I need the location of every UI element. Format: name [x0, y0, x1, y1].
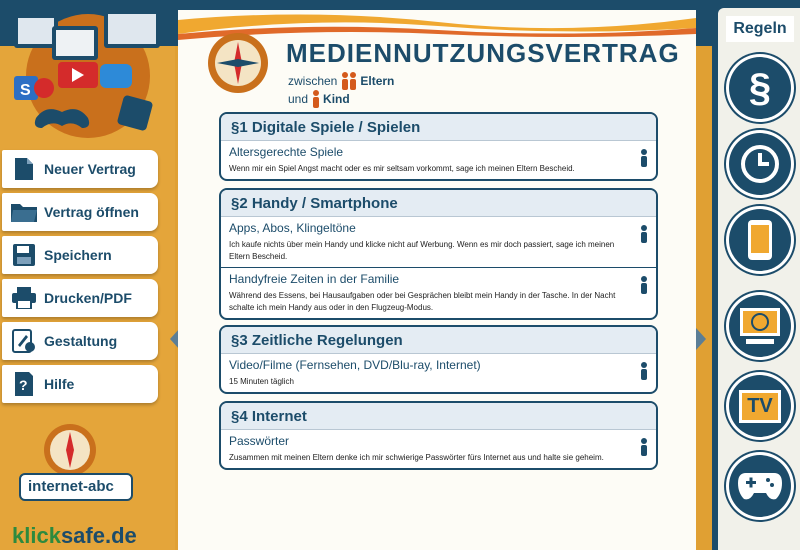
compass-icon [207, 32, 269, 94]
person-icon[interactable] [640, 149, 648, 167]
person-icon[interactable] [640, 362, 648, 380]
svg-text:S: S [20, 82, 31, 99]
smartphone-icon [729, 209, 791, 271]
rule-category-tv[interactable] [724, 370, 796, 442]
section-heading: §4 Internet [221, 403, 656, 430]
section-2 [219, 188, 658, 320]
contract-document [178, 10, 696, 550]
media-logo-icon [8, 6, 168, 141]
design-button[interactable] [2, 322, 158, 360]
section-4 [219, 401, 658, 470]
rule-category-paragraph[interactable] [724, 52, 796, 124]
rule-title: Video/Filme (Fernsehen, DVD/Blu-ray, Internet) [229, 358, 481, 372]
parties-parents [288, 72, 394, 90]
new-contract-label: Neuer Vertrag [44, 161, 136, 177]
print-pdf-label: Drucken/PDF [44, 290, 132, 306]
printer-icon [10, 284, 38, 312]
sidebar-menu [2, 150, 158, 408]
rule-item[interactable] [221, 430, 656, 468]
help-icon [10, 370, 38, 398]
paragraph-icon [729, 57, 791, 119]
rule-title: Apps, Abos, Klingeltöne [229, 221, 356, 235]
rule-item[interactable] [221, 141, 656, 179]
folder-icon [10, 198, 38, 226]
computer-icon [729, 295, 791, 357]
parents-label: Eltern [360, 74, 395, 88]
parties-child [288, 90, 350, 108]
rule-text: 15 Minuten täglich [229, 377, 294, 386]
person-icon[interactable] [640, 438, 648, 456]
rule-text: Während des Essens, bei Hausaufgaben oder bei Gesprächen bleibt mein Handy in der Tasche. In der Nacht schalte ich mein Handy aus oder in den Flugzeug-Modus. [229, 291, 616, 312]
rule-title: Passwörter [229, 434, 290, 448]
print-pdf-button[interactable] [2, 279, 158, 317]
person-icon[interactable] [640, 225, 648, 243]
save-label: Speichern [44, 247, 112, 263]
rule-text: Zusammen mit meinen Eltern denke ich mir schwierige Passwörter fürs Internet aus und halte sie geheim. [229, 453, 604, 462]
clock-icon [729, 133, 791, 195]
internet-abc-logo [18, 420, 138, 510]
person-icon[interactable] [640, 276, 648, 294]
document-icon [10, 155, 38, 183]
rule-text: Wenn mir ein Spiel Angst macht oder es mir seltsam vorkommt, sage ich meinen Eltern Bescheid. [229, 164, 575, 173]
design-label: Gestaltung [44, 333, 118, 349]
rule-category-computer[interactable] [724, 290, 796, 362]
open-contract-button[interactable] [2, 193, 158, 231]
rule-title: Handyfreie Zeiten in der Familie [229, 272, 400, 286]
rule-category-smartphone[interactable] [724, 204, 796, 276]
parents-icon [341, 72, 357, 90]
design-icon [10, 327, 38, 355]
section-3 [219, 325, 658, 394]
open-contract-label: Vertrag öffnen [44, 204, 139, 220]
rule-title: Altersgerechte Spiele [229, 145, 344, 159]
child-label: Kind [323, 92, 350, 106]
section-heading: §1 Digitale Spiele / Spielen [221, 114, 656, 141]
help-label: Hilfe [44, 376, 75, 392]
klicksafe-klick: klick [12, 523, 61, 548]
page-title: MEDIENNUTZUNGSVERTRAG [286, 38, 680, 68]
paragraph-symbol: § [748, 65, 772, 110]
new-contract-button[interactable] [2, 150, 158, 188]
save-button[interactable] [2, 236, 158, 274]
rule-item[interactable] [221, 217, 656, 267]
rule-category-time[interactable] [724, 128, 796, 200]
between-label: zwischen [288, 74, 338, 88]
help-button[interactable] [2, 365, 158, 403]
rule-text: Ich kaufe nichts über mein Handy und klicke nicht auf Werbung. Wenn es mir doch passiert, sage ich meinen Eltern Bescheid. [229, 240, 615, 261]
tv-label: TV [747, 394, 773, 417]
rule-item[interactable] [221, 354, 656, 392]
rules-panel-title: Regeln [726, 16, 794, 42]
child-icon [312, 90, 320, 108]
klicksafe-logo [12, 523, 137, 549]
klicksafe-safe: safe.de [60, 523, 137, 548]
section-heading: §2 Handy / Smartphone [221, 190, 656, 217]
and-label: und [288, 92, 309, 106]
section-heading: §3 Zeitliche Regelungen [221, 327, 656, 354]
svg-text:?: ? [19, 377, 28, 393]
tv-icon [729, 375, 791, 437]
section-1 [219, 112, 658, 181]
gamepad-icon [729, 455, 791, 517]
rule-category-games[interactable] [724, 450, 796, 522]
save-icon [10, 241, 38, 269]
rule-item[interactable] [221, 267, 656, 318]
internet-abc-text: internet-abc [28, 478, 114, 495]
